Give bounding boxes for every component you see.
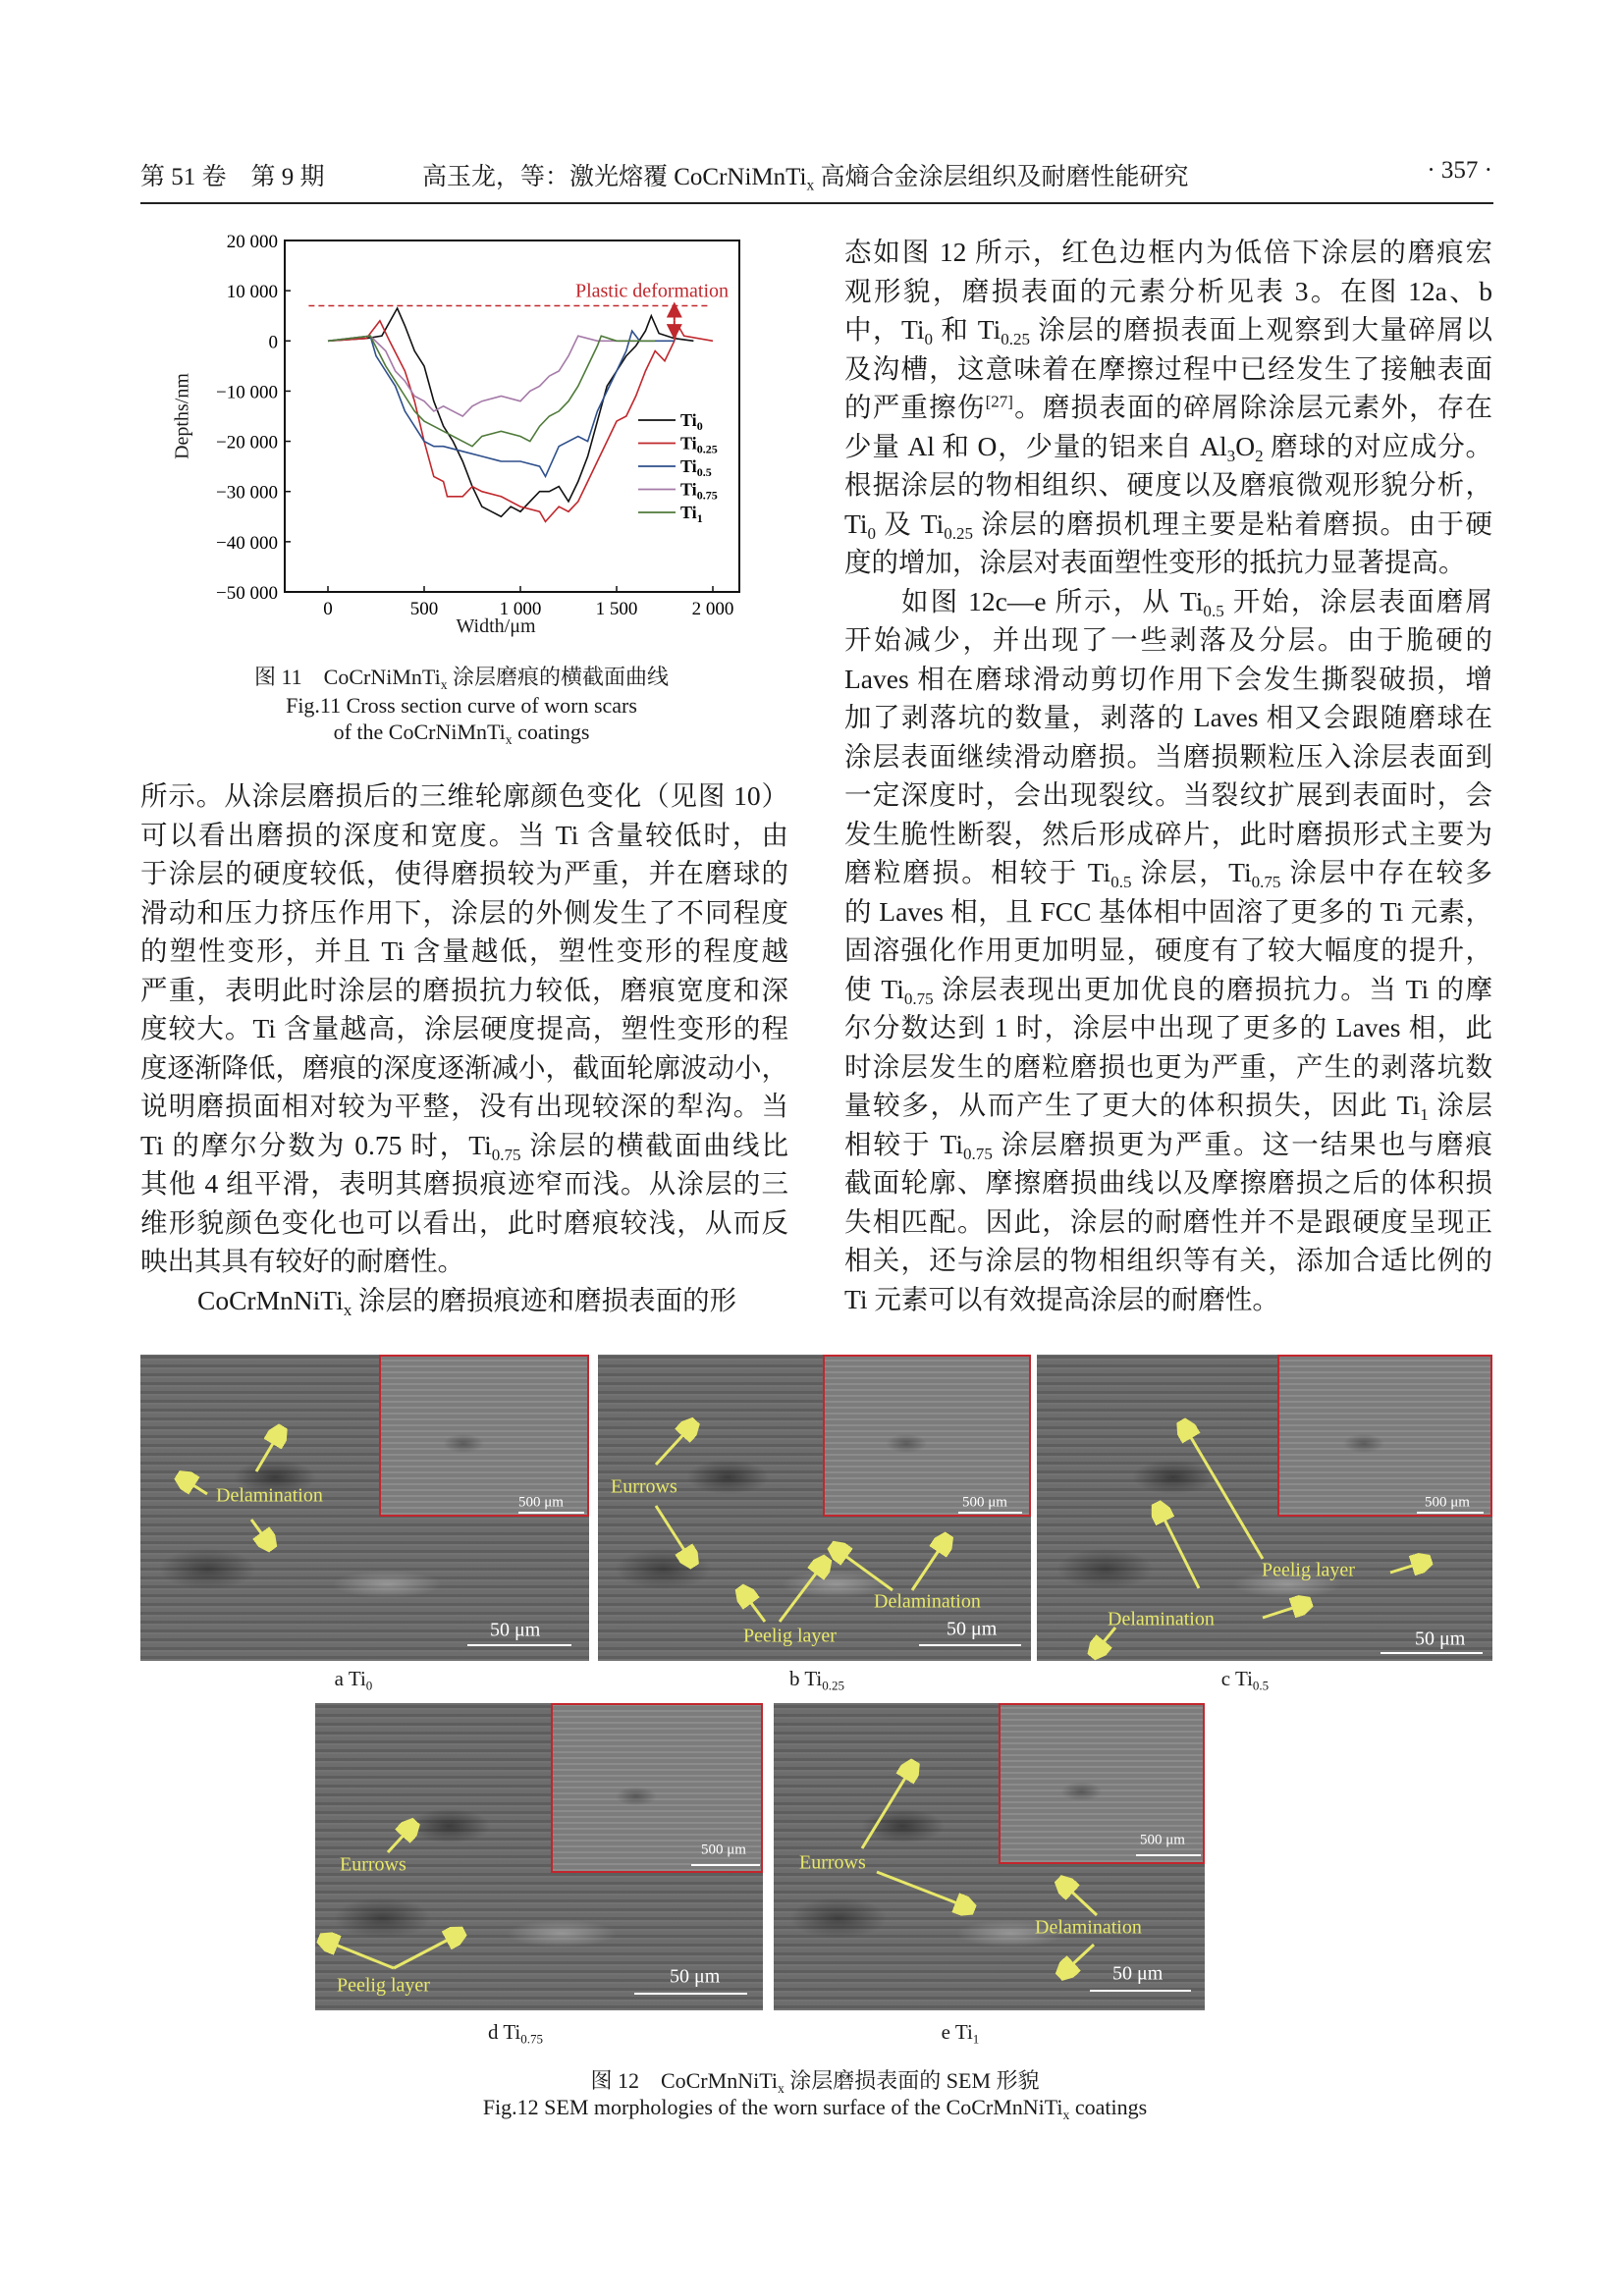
text-line: 其他 4 组平滑，表明其磨损痕迹窄而浅。从涂层的三 <box>140 1168 788 1199</box>
body-text-right-column <box>844 233 1492 1318</box>
x-tick-label: 0 <box>323 599 333 619</box>
annotation-arrows <box>1037 1355 1492 1661</box>
peeling-layer-label: Peelig layer <box>743 1625 837 1647</box>
y-axis-label: Depths/nm <box>171 373 193 459</box>
text-line: Ti 的摩尔分数为 0.75 时，$Ti_{0.75}$ 涂层的横截面曲线比 <box>140 1129 789 1164</box>
text-line: 度较大。Ti 含量越高，涂层硬度提高，塑性变形的程 <box>140 1013 788 1043</box>
x-tick-label: 500 <box>409 599 439 619</box>
panel-d-label: d $Ti_{0.75}$ <box>487 2020 544 2047</box>
y-tick-label: −50 000 <box>216 583 278 604</box>
figure12-caption-cn: 图 12 CoCrMnNiTi$_x$ 涂层磨损表面的 SEM 形貌 <box>590 2068 1040 2096</box>
text-line: 映出其具有较好的耐磨性。 <box>140 1246 464 1276</box>
text-line: 相关，还与涂层的物相组织等有关，添加合适比例的 <box>844 1245 1492 1275</box>
furrows-label: Eurrows <box>799 1851 866 1874</box>
y-tick-label: 20 000 <box>226 232 278 252</box>
sem-image-ti1 <box>774 1703 1205 2010</box>
figure11-caption-cn: 图 11 CoCrNiMnTi$_x$ 涂层磨痕的横截面曲线 <box>253 665 670 692</box>
scale-label: 50 μm <box>947 1618 998 1640</box>
journal-volume-issue: 第 51 卷 第 9 期 <box>140 164 325 190</box>
inset-scale-label: 500 μm <box>701 1842 746 1858</box>
panel-a-label: a $Ti_0$ <box>334 1667 373 1693</box>
text-line: 的严重擦伤[27]。磨损表面的碎屑除涂层元素外，存在 <box>844 392 1493 422</box>
text-line: 度的增加，涂层对表面塑性变形的抵抗力显著提高。 <box>844 547 1466 577</box>
scale-label: 50 μm <box>1415 1628 1466 1650</box>
sem-image-ti05 <box>1037 1355 1492 1661</box>
body-text-left-column <box>140 776 788 1319</box>
text-line: 滑动和压力挤压作用下，涂层的外侧发生了不同程度 <box>140 896 788 928</box>
scale-bar <box>1380 1652 1483 1654</box>
text-line: 尔分数达到 1 时，涂层中出现了更多的 Laves 相，此 <box>844 1012 1492 1042</box>
y-tick-label: −30 000 <box>216 482 278 504</box>
text-line: 少量 Al 和 O，少量的铝来自 $Al_3O_2$ 磨球的对应成分。 <box>844 430 1493 465</box>
text-line: 时涂层发生的磨粒磨损也更为严重，产生的剥落坑数 <box>844 1050 1492 1082</box>
text-line: 的塑性变形，并且 Ti 含量越低，塑性变形的程度越 <box>140 935 788 966</box>
text-line: 可以看出磨损的深度和宽度。当 Ti 含量较低时，由 <box>140 819 788 850</box>
text-line: 根据涂层的物相组织、硬度以及磨痕微观形貌分析， <box>844 469 1492 500</box>
scale-label: 50 μm <box>670 1965 721 1988</box>
delamination-label: Delamination <box>216 1484 323 1507</box>
text-line: 使 $Ti_{0.75}$ 涂层表现出更加优良的磨损抗力。当 Ti 的摩 <box>844 973 1492 1008</box>
sem-image-ti025 <box>598 1355 1031 1661</box>
text-line: 如图 12c—e 所示，从 $Ti_{0.5}$ 开始，涂层表面磨屑 <box>901 585 1492 620</box>
legend-label: $Ti_{0.25}$ <box>680 433 718 456</box>
text-line: Ti 元素可以有效提高涂层的耐磨性。 <box>844 1283 1279 1314</box>
furrows-label: Eurrows <box>611 1475 677 1498</box>
text-line: 度逐渐降低，磨痕的深度逐渐减小，截面轮廓波动小， <box>140 1051 788 1083</box>
text-line: 中，$Ti_0$ 和 $Ti_{0.25}$ 涂层的磨损表面上观察到大量碎屑以 <box>844 314 1492 348</box>
inset-scale-label: 500 μm <box>962 1494 1007 1511</box>
scale-bar <box>634 1993 747 1995</box>
text-line: CoCrMnNiTi$_x$ 涂层的磨损痕迹和磨损表面的形 <box>197 1284 737 1319</box>
x-tick-label: 1 500 <box>595 599 638 619</box>
legend-label: $Ti_0$ <box>680 410 703 433</box>
peeling-layer-label: Peelig layer <box>1262 1559 1355 1581</box>
cross-section-chart <box>0 0 805 667</box>
text-line: 发生脆性断裂，然后形成碎片，此时磨损形式主要为 <box>844 818 1492 849</box>
page-number: · 357 · <box>1427 157 1492 184</box>
text-line: 的 Laves 相，且 FCC 基体相中固溶了更多的 Ti 元素， <box>844 895 1492 927</box>
panel-e-label: e $Ti_1$ <box>941 2020 980 2047</box>
scale-label: 50 μm <box>490 1619 541 1641</box>
series-line-2 <box>328 331 675 476</box>
scale-label: 50 μm <box>1112 1962 1164 1985</box>
x-tick-label: 1 000 <box>499 599 542 619</box>
x-tick-label: 2 000 <box>691 599 734 619</box>
panel-b-label: b $Ti_{0.25}$ <box>788 1667 845 1693</box>
figure11-caption-en-1: Fig.11 Cross section curve of worn scars <box>286 693 637 718</box>
sem-image-ti0 <box>140 1355 589 1661</box>
running-title: 高玉龙，等：激光熔覆 CoCrNiMnTi$_x$ 高熵合金涂层组织及耐磨性能研究 <box>422 164 1189 194</box>
text-line: $Ti_0$ 及 $Ti_{0.25}$ 涂层的磨损机理主要是粘着磨损。由于硬 <box>844 507 1492 543</box>
text-line: 严重，表明此时涂层的磨损抗力较低，磨痕宽度和深 <box>140 974 788 1005</box>
peeling-layer-label: Peelig layer <box>337 1974 430 1997</box>
text-line: 说明磨损面相对较为平整，没有出现较深的犁沟。当 <box>140 1091 788 1121</box>
text-line: 截面轮廓、摩擦磨损曲线以及摩擦磨损之后的体积损 <box>844 1167 1492 1198</box>
legend-label: $Ti_{0.5}$ <box>680 456 712 479</box>
inset-scale-label: 500 μm <box>518 1494 564 1511</box>
scale-bar <box>467 1644 571 1646</box>
text-line: 固溶强化作用更加明显，硬度有了较大幅度的提升， <box>844 934 1492 965</box>
scale-bar <box>1090 1990 1191 1992</box>
text-line: 于涂层的硬度较低，使得磨损较为严重，并在磨球的 <box>140 858 788 888</box>
text-line: 所示。从涂层磨损后的三维轮廓颜色变化（见图 10） <box>140 780 788 811</box>
text-line: 一定深度时，会出现裂纹。当裂纹扩展到表面时，会 <box>844 779 1492 810</box>
y-tick-label: −10 000 <box>216 382 278 403</box>
panel-c-label: c $Ti_{0.5}$ <box>1220 1667 1270 1693</box>
text-line: 失相匹配。因此，涂层的耐磨性并不是跟硬度呈现正 <box>844 1205 1492 1237</box>
plastic-deformation-annotation: Plastic deformation <box>574 280 730 302</box>
text-line: 及沟槽，这意味着在摩擦过程中已经发生了接触表面 <box>844 352 1492 384</box>
text-line: 涂层表面继续滑动磨损。当磨损颗粒压入涂层表面到 <box>844 740 1492 772</box>
figure11-caption-en-2: of the CoCrNiMnTi$_x$ coatings <box>333 720 590 747</box>
delamination-label: Delamination <box>874 1590 981 1613</box>
legend-label: $Ti_{0.75}$ <box>680 479 718 503</box>
annotation-arrows <box>140 1355 589 1661</box>
text-line: 态如图 12 所示，红色边框内为低倍下涂层的磨痕宏 <box>844 237 1492 267</box>
scale-bar <box>919 1644 1021 1646</box>
y-tick-label: 0 <box>268 332 278 353</box>
text-line: 开始减少，并出现了一些剥落及分层。由于脆硬的 <box>844 624 1492 655</box>
y-tick-label: −40 000 <box>216 532 278 554</box>
text-line: 相较于 $Ti_{0.75}$ 涂层磨损更为严重。这一结果也与磨痕 <box>844 1128 1492 1163</box>
text-line: 磨粒磨损。相较于 $Ti_{0.5}$ 涂层，$Ti_{0.75}$ 涂层中存在较多 <box>844 857 1492 891</box>
annotation-arrows <box>598 1355 1031 1661</box>
text-line: Laves 相在磨球滑动剪切作用下会发生撕裂破损，增 <box>844 663 1492 694</box>
legend-label: $Ti_1$ <box>680 503 703 525</box>
text-line: 观形貌，磨损表面的元素分析见表 3。在图 12a、b <box>844 275 1492 306</box>
inset-scale-label: 500 μm <box>1425 1494 1470 1511</box>
text-line: 量较多，从而产生了更大的体积损失，因此 $Ti_1$ 涂层 <box>844 1090 1492 1124</box>
furrows-label: Eurrows <box>340 1853 406 1876</box>
figure12-caption-en: Fig.12 SEM morphologies of the worn surface of the CoCrMnNiTi$_x$ coatings <box>482 2095 1148 2122</box>
y-tick-label: −20 000 <box>216 432 278 454</box>
x-axis-label: Width/μm <box>456 615 536 637</box>
delamination-label: Delamination <box>1035 1916 1142 1939</box>
y-tick-label: 10 000 <box>226 282 278 303</box>
delamination-label: Delamination <box>1108 1608 1215 1630</box>
annotation-arrows <box>315 1703 763 2010</box>
sem-image-ti075 <box>315 1703 763 2010</box>
text-line: 加了剥落坑的数量，剥落的 Laves 相又会跟随磨球在 <box>844 702 1492 732</box>
text-line: 维形貌颜色变化也可以看出，此时磨痕较浅，从而反 <box>140 1206 788 1238</box>
inset-scale-label: 500 μm <box>1140 1832 1185 1848</box>
